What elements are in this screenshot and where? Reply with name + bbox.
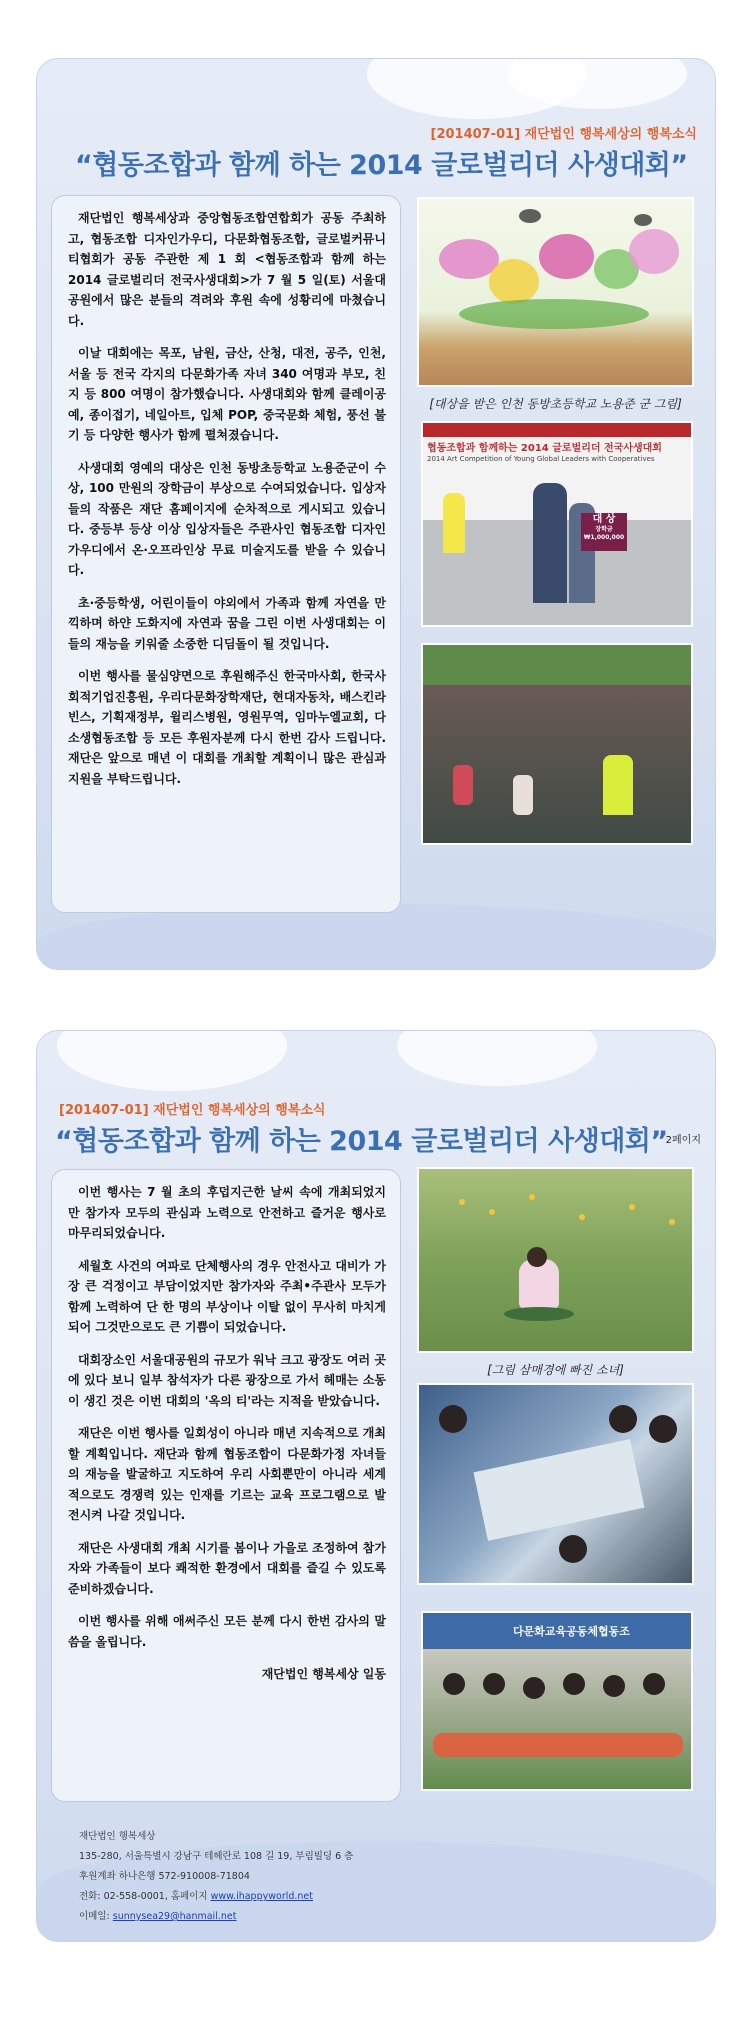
award-sign xyxy=(581,513,627,551)
article-paragraph: 재단은 이번 행사를 일회성이 아니라 매년 지속적으로 개최할 계획입니다. 재단과 함께 협동조합이 다문화가정 자녀들의 재능을 발굴하고 지도하여 우리 사회뿐만이 아니라 세계적으로도 경쟁력 있는 인재를 기르는 교육 프로그램으로 발전시켜 나갈 것입니다. xyxy=(68,1426,386,1522)
photo-caption: [그림 삼매경에 빠진 소녀] xyxy=(487,1363,624,1377)
article-text-box xyxy=(51,1169,401,1802)
footer-contact xyxy=(79,1887,353,1907)
footer-account: 후원계좌 하나은행 572-910008-71804 xyxy=(79,1871,250,1882)
footer-address: 135-280, 서울특별시 강남구 테헤란로 108 길 19, 부림빌딩 6 층 xyxy=(79,1851,354,1862)
photo-caption: [대상을 받은 인천 동방초등학교 노용준 군 그림] xyxy=(429,397,682,411)
article-paragraph: 초·중등학생, 어린이들이 야외에서 가족과 함께 자연을 만끽하며 하얀 도화지에 자연과 꿈을 그린 이번 사생대회는 이들의 재능을 키워줄 소중한 디딤돌이 될 것입니다. xyxy=(68,595,386,651)
page-number: 2페이지 xyxy=(665,1135,701,1146)
photo-banner-text: 다문화교육공동체협동조 xyxy=(513,1625,630,1638)
award-ceremony-photo xyxy=(421,421,693,627)
article-paragraph: 이번 행사를 물심양면으로 후원해주신 한국마사회, 한국사회적기업진흥원, 우리다문화장학재단, 현대자동차, 배스킨라빈스, 기획재정부, 윌리스병원, 영원무역, 임마누엘교회, 다소생협동조합 등 모든 후원자분께 다시 한번 감사 드립니다. 재단은 앞으로 매년 이 대회를 개최할 계획이니 많은 관심과 지원을 부탁드립니다. xyxy=(68,669,386,786)
girl-drawing-photo xyxy=(417,1167,694,1353)
page-title: “협동조합과 함께 하는 2014 글로벌리더 사생대회” xyxy=(55,1126,668,1157)
article-text-box xyxy=(51,195,401,913)
homepage-link[interactable]: www.ihappyworld.net xyxy=(210,1891,313,1902)
article-paragraph: 이번 행사는 7 월 초의 후덥지근한 날씨 속에 개최되었지만 참가자 모두의 관심과 노력으로 안전하고 즐거운 행사로 마무리되었습니다. xyxy=(68,1185,386,1240)
article-paragraph: 재단법인 행복세상과 중앙협동조합연합회가 공동 주최하고, 협동조합 디자인가우디, 다문화협동조합, 글로벌커뮤니티협회가 공동 주관한 제 1 회 <협동조합과 함께 하는 2014 글로벌리더 전국사생대회>가 7 월 5 일(토) 서울대공원에서 많은 분들의 격려와 후원 속에 성황리에 마쳤습니다. xyxy=(68,211,386,328)
newsletter-page-1 xyxy=(36,58,716,970)
article-paragraph: 이날 대회에는 목포, 남원, 금산, 산청, 대전, 공주, 인천, 서울 등 전국 각지의 다문화가족 자녀 340 여명과 부모, 친지 등 800 여명이 참가했습니다. 사생대회와 함께 클레이공예, 종이접기, 네일아트, 입체 POP, 중국문화 체험, 풍선 불기 등 다양한 행사가 함께 펼쳐졌습니다. xyxy=(68,346,386,442)
award-amount: 장학금 ₩1,000,000 xyxy=(583,526,625,541)
newsletter-page-2 xyxy=(36,1030,716,1942)
article-paragraph: 재단은 사생대회 개최 시기를 봄이나 가을로 조정하여 참가자와 가족들이 보다 쾌적한 환경에서 대회를 즐길 수 있도록 준비하겠습니다. xyxy=(68,1540,386,1596)
article-paragraph: 세월호 사건의 여파로 단체행사의 경우 안전사고 대비가 가장 큰 걱정이고 부담이었지만 참가자와 주최•주관사 모두가 함께 노력하여 단 한 명의 부상이나 이탈 없이 무사히 마치게 되어 그것만으로도 큰 기쁨이 되었습니다. xyxy=(68,1258,386,1334)
email-link[interactable]: sunnysea29@hanmail.net xyxy=(112,1911,237,1922)
group-photo xyxy=(421,1611,693,1791)
footer-org: 재단법인 행복세상 xyxy=(79,1831,156,1842)
award-label: 대 상 xyxy=(592,514,616,525)
photo-banner-title: 협동조합과 함께하는 2014 글로벌리더 전국사생대회 xyxy=(427,443,662,454)
newsletter-tag: [201407-01] 재단법인 행복세상의 행복소식 xyxy=(59,1103,326,1118)
article-paragraph: 사생대회 영예의 대상은 인천 동방초등학교 노용준군이 수상, 100 만원의 장학금이 부상으로 수여되었습니다. 입상자들의 작품은 재단 홈페이지에 순차적으로 게시되고 있습니다. 중등부 등상 이상 입상자들은 주관사인 협동조합 디자인가우디에서 온·오프라인상 무료 미술지도를 받을 수 있습니다. xyxy=(68,460,386,577)
event-crowd-photo xyxy=(421,643,693,845)
footer-email-label: 이메일: xyxy=(79,1911,113,1922)
signature: 재단법인 행복세상 일동 xyxy=(261,1667,386,1681)
children-drawing-photo xyxy=(417,1383,694,1585)
footer xyxy=(79,1827,353,1927)
prize-drawing-image xyxy=(417,197,694,387)
wave-decoration xyxy=(37,904,715,970)
cloud-decoration xyxy=(397,1030,597,1086)
article-paragraph: 이번 행사를 위해 애써주신 모든 분께 다시 한번 감사의 말씀을 올립니다. xyxy=(68,1614,386,1649)
photo-banner-subtitle: 2014 Art Competition of Young Global Leaders with Cooperatives xyxy=(427,455,655,463)
article-paragraph: 대회장소인 서울대공원의 규모가 워낙 크고 광장도 여러 곳에 있다 보니 일부 참석자가 다른 광장으로 가서 헤매는 소동이 생긴 것은 이번 대회의 '옥의 티'라는 지적을 받았습니다. xyxy=(68,1352,386,1408)
page-title: “협동조합과 함께 하는 2014 글로벌리더 사생대회” xyxy=(75,150,688,181)
cloud-decoration xyxy=(57,1030,287,1091)
newsletter-tag: [201407-01] 재단법인 행복세상의 행복소식 xyxy=(430,127,697,142)
footer-phone: 전화: 02-558-0001, 홈페이지 xyxy=(79,1891,211,1902)
footer-email-line xyxy=(79,1907,353,1927)
